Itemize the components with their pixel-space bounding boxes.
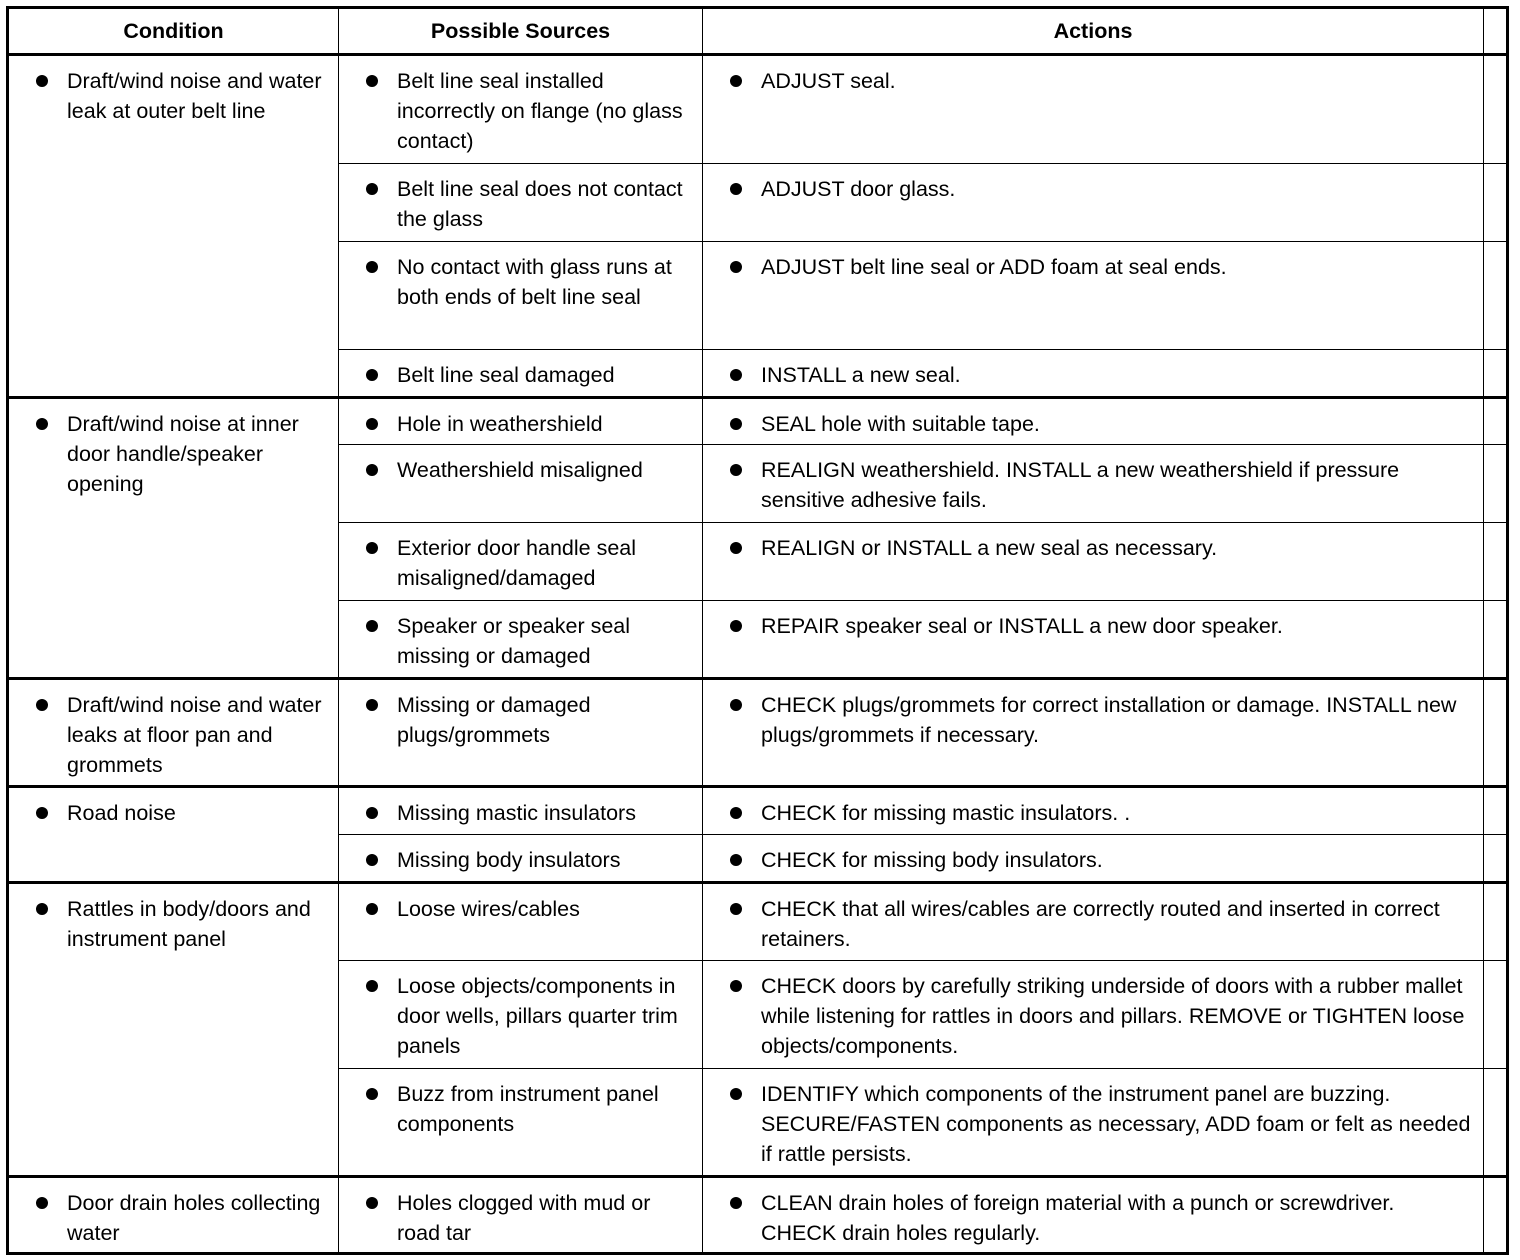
action-cell-text: ADJUST belt line seal or ADD foam at seal ends. [761,255,1227,279]
bullet-icon [364,360,397,390]
bullet-item [339,242,702,312]
spacer-cell [1484,523,1508,601]
source-cell-text: Belt line seal installed incorrectly on flange (no glass contact) [397,69,683,153]
bullet-item [703,445,1483,515]
spacer-cell [1484,164,1508,242]
bullet-item [339,884,702,924]
bullet-icon [34,798,67,828]
bullet-item [339,680,702,750]
bullet-icon [364,174,397,234]
action-cell-text: CHECK doors by carefully striking underside of doors with a rubber mallet while listening for rattles in doors and pillars. REMOVE or TIGHTEN loose objects/components. [761,974,1465,1058]
source-cell-text: Loose wires/cables [397,897,580,921]
bullet-item [703,164,1483,204]
condition-cell [8,883,339,1177]
header-possible-sources: Possible Sources [339,8,703,55]
source-cell [339,1177,703,1254]
header-spacer [1484,8,1508,55]
bullet-icon [728,360,761,390]
bullet-item [703,242,1483,282]
action-cell-text: CHECK for missing mastic insulators. . [761,801,1131,825]
bullet-item [703,56,1483,96]
bullet-icon [728,174,761,204]
bullet-item [703,523,1483,563]
source-cell-text: Belt line seal does not contact the glass [397,177,683,231]
action-cell [703,523,1484,601]
source-cell [339,445,703,523]
spacer-cell [1484,679,1508,787]
header-row [8,8,1508,55]
action-cell-text: REALIGN weathershield. INSTALL a new weathershield if pressure sensitive adhesive fails. [761,458,1400,512]
action-cell [703,445,1484,523]
source-cell [339,523,703,601]
source-cell-text: Weathershield misaligned [397,458,643,482]
bullet-icon [728,894,761,954]
bullet-icon [34,409,67,499]
bullet-item [703,788,1483,828]
bullet-item [339,601,702,671]
bullet-icon [364,690,397,750]
action-cell [703,835,1484,883]
bullet-item [339,164,702,234]
spacer-cell [1484,883,1508,961]
source-cell-text: Missing or damaged plugs/grommets [397,693,591,747]
bullet-item [339,445,702,485]
action-cell [703,398,1484,445]
bullet-item [339,350,702,390]
bullet-icon [364,1079,397,1139]
source-cell [339,350,703,398]
spacer-cell [1484,445,1508,523]
bullet-icon [34,690,67,780]
source-cell-text: Buzz from instrument panel components [397,1082,659,1136]
bullet-item [703,961,1483,1061]
bullet-icon [728,971,761,1061]
condition-cell-text: Rattles in body/doors and instrument panel [67,897,311,951]
bullet-item [9,884,338,954]
bullet-icon [364,252,397,312]
bullet-icon [364,894,397,924]
source-cell [339,398,703,445]
bullet-icon [728,409,761,439]
bullet-item [339,1178,702,1248]
bullet-icon [728,798,761,828]
table-row [8,787,1508,835]
bullet-icon [364,455,397,485]
source-cell [339,55,703,164]
source-cell-text: Missing body insulators [397,848,621,872]
spacer-cell [1484,398,1508,445]
bullet-item [9,788,338,828]
source-cell-text: Hole in weathershield [397,412,603,436]
action-cell [703,164,1484,242]
bullet-item [703,1178,1483,1248]
bullet-item [703,399,1483,439]
bullet-item [703,884,1483,954]
source-cell [339,883,703,961]
action-cell-text: ADJUST seal. [761,69,896,93]
spacer-cell [1484,350,1508,398]
header-actions: Actions [703,8,1484,55]
bullet-item [339,788,702,828]
bullet-item [703,1069,1483,1169]
source-cell [339,242,703,350]
spacer-cell [1484,601,1508,679]
bullet-item [339,56,702,156]
action-cell-text: ADJUST door glass. [761,177,956,201]
source-cell [339,1069,703,1177]
spacer-cell [1484,242,1508,350]
condition-cell-text: Draft/wind noise and water leaks at floor pan and grommets [67,693,322,777]
source-cell [339,961,703,1069]
bullet-icon [728,533,761,563]
condition-cell-text: Door drain holes collecting water [67,1191,321,1245]
bullet-item [9,680,338,780]
action-cell-text: REALIGN or INSTALL a new seal as necessary. [761,536,1218,560]
spacer-cell [1484,1177,1508,1254]
bullet-item [339,523,702,593]
bullet-icon [34,66,67,126]
table-row [8,55,1508,164]
action-cell [703,1069,1484,1177]
bullet-icon [364,66,397,156]
action-cell-text: INSTALL a new seal. [761,363,961,387]
spacer-cell [1484,55,1508,164]
bullet-item [703,601,1483,641]
bullet-icon [364,533,397,593]
bullet-icon [34,894,67,954]
bullet-icon [728,455,761,515]
action-cell-text: REPAIR speaker seal or INSTALL a new door speaker. [761,614,1283,638]
source-cell [339,164,703,242]
action-cell-text: CHECK plugs/grommets for correct installation or damage. INSTALL new plugs/grommets if necessary. [761,693,1457,747]
table-row [8,883,1508,961]
bullet-item [9,399,338,499]
action-cell [703,242,1484,350]
condition-cell [8,679,339,787]
spacer-cell [1484,835,1508,883]
action-cell-text: CHECK that all wires/cables are correctly routed and inserted in correct retainers. [761,897,1440,951]
condition-cell [8,1177,339,1254]
bullet-item [703,350,1483,390]
table-row [8,1177,1508,1254]
bullet-icon [364,611,397,671]
condition-cell-text: Road noise [67,801,176,825]
condition-cell [8,787,339,883]
spacer-cell [1484,961,1508,1069]
action-cell-text: CLEAN drain holes of foreign material with a punch or screwdriver. CHECK drain holes regularly. [761,1191,1395,1245]
bullet-icon [364,409,397,439]
source-cell [339,601,703,679]
condition-cell [8,398,339,679]
action-cell-text: CHECK for missing body insulators. [761,848,1103,872]
spacer-cell [1484,787,1508,835]
bullet-icon [364,971,397,1061]
source-cell-text: Speaker or speaker seal missing or damaged [397,614,631,668]
condition-cell-text: Draft/wind noise at inner door handle/speaker opening [67,412,299,496]
bullet-icon [728,845,761,875]
table-row [8,398,1508,445]
source-cell [339,679,703,787]
bullet-item [339,1069,702,1139]
action-cell [703,961,1484,1069]
bullet-item [339,835,702,875]
table-row [8,679,1508,787]
source-cell [339,787,703,835]
bullet-item [703,680,1483,750]
bullet-icon [364,798,397,828]
action-cell-text: IDENTIFY which components of the instrument panel are buzzing. SECURE/FASTEN components as necessary, ADD foam or felt as needed if rattle persists. [761,1082,1471,1166]
action-cell [703,601,1484,679]
bullet-icon [364,1188,397,1248]
bullet-icon [728,1079,761,1169]
bullet-icon [364,845,397,875]
source-cell-text: Loose objects/components in door wells, pillars quarter trim panels [397,974,678,1058]
bullet-icon [728,66,761,96]
action-cell [703,679,1484,787]
action-cell [703,787,1484,835]
spacer-cell [1484,1069,1508,1177]
source-cell-text: Holes clogged with mud or road tar [397,1191,651,1245]
table-body [8,55,1508,1254]
bullet-item [703,835,1483,875]
bullet-item [339,399,702,439]
diagnosis-table [6,6,1509,1255]
header-condition: Condition [8,8,339,55]
condition-cell [8,55,339,398]
bullet-item [339,961,702,1061]
bullet-icon [34,1188,67,1248]
action-cell [703,1177,1484,1254]
bullet-icon [728,1188,761,1248]
bullet-icon [728,611,761,641]
bullet-icon [728,690,761,750]
source-cell-text: Missing mastic insulators [397,801,636,825]
source-cell-text: Belt line seal damaged [397,363,615,387]
action-cell-text: SEAL hole with suitable tape. [761,412,1040,436]
action-cell [703,55,1484,164]
bullet-icon [728,252,761,282]
condition-cell-text: Draft/wind noise and water leak at outer belt line [67,69,322,123]
source-cell-text: No contact with glass runs at both ends of belt line seal [397,255,672,309]
source-cell [339,835,703,883]
bullet-item [9,1178,338,1248]
action-cell [703,883,1484,961]
source-cell-text: Exterior door handle seal misaligned/damaged [397,536,637,590]
action-cell [703,350,1484,398]
bullet-item [9,56,338,126]
